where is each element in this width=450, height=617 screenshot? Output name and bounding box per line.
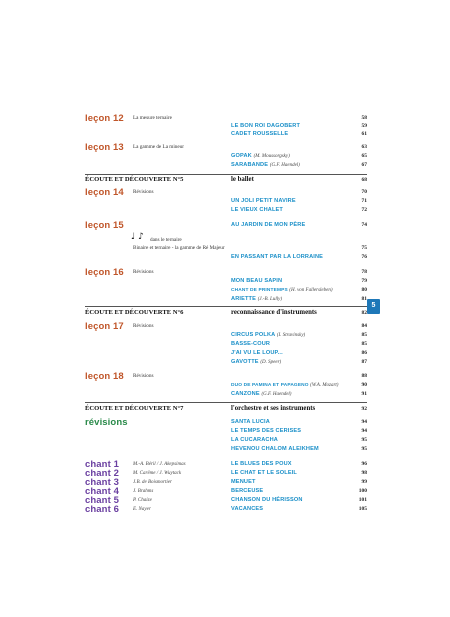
song-page: 76 (361, 254, 367, 260)
song-item[interactable]: GOPAK (M. Moussorgsky) (231, 153, 290, 159)
chant-6-author: E. Nayer (133, 507, 151, 512)
song-page: 85 (361, 332, 367, 338)
lesson-13-page: 63 (361, 144, 367, 150)
song-item[interactable]: LE BON ROI DAGOBERT (231, 123, 301, 129)
song-item[interactable]: J'AI VU LE LOUP... (231, 350, 283, 356)
lesson-17-label[interactable]: leçon 17 (85, 321, 124, 332)
section-5-title[interactable]: ÉCOUTE ET DÉCOUVERTE N°5 (85, 176, 184, 183)
chant-3-author: J.B. de Boismortier (133, 480, 172, 485)
section-7-page: 92 (361, 406, 367, 412)
song-page: 86 (361, 350, 367, 356)
song-item[interactable]: CIRCUS POLKA (I. Stravinsky) (231, 332, 306, 338)
section-divider (85, 174, 367, 175)
lesson-15-page: 74 (361, 222, 367, 228)
song-page: 100 (358, 488, 367, 494)
song-page: 94 (361, 428, 367, 434)
song-item[interactable]: MENUET (231, 479, 256, 485)
song-item[interactable]: CHANSON DU HÉRISSON (231, 497, 303, 503)
song-page: 71 (361, 198, 367, 204)
song-page: 95 (361, 446, 367, 452)
song-item[interactable]: LE TEMPS DES CERISES (231, 428, 302, 434)
song-item[interactable]: BASSE-COUR (231, 341, 271, 347)
chant-1-author: M.-A. Béril / J. Akepsimas (133, 462, 186, 467)
lesson-12-desc: La mesure ternaire (133, 115, 172, 121)
section-5-topic: le ballet (231, 176, 254, 183)
song-item[interactable]: CANZONE (G.F. Haendel) (231, 391, 292, 397)
lesson-16-page: 78 (361, 269, 367, 275)
lesson-15-desc2: Binaire et ternaire - la gamme de Ré Majeur (133, 245, 225, 251)
lesson-12-page: 58 (361, 115, 367, 121)
revisions-page: 94 (361, 419, 367, 425)
lesson-15-desc: dans le ternaire (150, 237, 182, 243)
lesson-15-label[interactable]: leçon 15 (85, 220, 124, 231)
song-item[interactable]: CADET ROUSSELLE (231, 131, 289, 137)
song-page: 96 (361, 461, 367, 467)
song-item[interactable]: GAVOTTE (D. Speer) (231, 359, 282, 365)
section-divider (85, 306, 367, 307)
lesson-17-desc: Révisions (133, 323, 154, 329)
song-page: 75 (361, 245, 367, 251)
song-page: 67 (361, 162, 367, 168)
section-6-page: 82 (361, 310, 367, 316)
song-item[interactable]: AU JARDIN DE MON PÈRE (231, 222, 306, 228)
chant-3-label[interactable]: chant 3 (85, 477, 119, 488)
song-item[interactable]: BERCEUSE (231, 488, 264, 494)
song-item[interactable]: VACANCES (231, 506, 264, 512)
song-page: 85 (361, 341, 367, 347)
song-page: 98 (361, 470, 367, 476)
lesson-14-label[interactable]: leçon 14 (85, 187, 124, 198)
lesson-14-desc: Révisions (133, 189, 154, 195)
lesson-17-page: 84 (361, 323, 367, 329)
song-item[interactable]: SARABANDE (G.F. Haendel) (231, 162, 300, 168)
revisions-label[interactable]: révisions (85, 417, 128, 428)
lesson-12-label[interactable]: leçon 12 (85, 113, 124, 124)
chant-6-label[interactable]: chant 6 (85, 504, 119, 515)
chant-5-label[interactable]: chant 5 (85, 495, 119, 506)
section-divider (85, 402, 367, 403)
song-page: 61 (361, 131, 367, 137)
song-item[interactable]: EN PASSANT PAR LA LORRAINE (231, 254, 324, 260)
section-7-title[interactable]: ÉCOUTE ET DÉCOUVERTE N°7 (85, 405, 184, 412)
song-page: 80 (361, 287, 367, 293)
music-notes-icon: ♩ ♪ (131, 232, 144, 242)
lesson-13-label[interactable]: leçon 13 (85, 142, 124, 153)
lesson-16-desc: Révisions (133, 269, 154, 275)
lesson-18-page: 88 (361, 373, 367, 379)
song-item[interactable]: ARIETTE (J.-B. Lully) (231, 296, 282, 302)
song-item[interactable]: CHANT DE PRINTEMPS (H. von Fallersleben) (231, 288, 333, 293)
chant-2-author: M. Carême / J. Wuytack (133, 471, 182, 476)
song-item[interactable]: DUO DE PAMINA ET PAPAGENO (W.A. Mozart) (231, 383, 339, 388)
song-item[interactable]: LE CHAT ET LE SOLEIL (231, 470, 297, 476)
page-number: 5 (371, 302, 376, 309)
song-page: 81 (361, 296, 367, 302)
song-item[interactable]: LE VIEUX CHALET (231, 207, 283, 213)
section-6-title[interactable]: ÉCOUTE ET DÉCOUVERTE N°6 (85, 309, 184, 316)
song-page: 90 (361, 382, 367, 388)
lesson-14-page: 70 (361, 189, 367, 195)
lesson-18-desc: Révisions (133, 373, 154, 379)
chant-4-author: J. Brahms (133, 489, 154, 494)
song-page: 79 (361, 278, 367, 284)
song-item[interactable]: SANTA LUCIA (231, 419, 270, 425)
chant-1-label[interactable]: chant 1 (85, 459, 119, 470)
song-item[interactable]: MON BEAU SAPIN (231, 278, 283, 284)
song-item[interactable]: UN JOLI PETIT NAVIRE (231, 198, 296, 204)
song-page: 101 (358, 497, 367, 503)
section-5-page: 68 (361, 177, 367, 183)
song-page: 87 (361, 359, 367, 365)
song-page: 99 (361, 479, 367, 485)
song-page: 65 (361, 153, 367, 159)
song-page: 91 (361, 391, 367, 397)
lesson-16-label[interactable]: leçon 16 (85, 267, 124, 278)
song-item[interactable]: LE BLUES DES POUX (231, 461, 292, 467)
song-page: 95 (361, 437, 367, 443)
chant-4-label[interactable]: chant 4 (85, 486, 119, 497)
lesson-18-label[interactable]: leçon 18 (85, 371, 124, 382)
chant-5-author: P. Chaize (133, 498, 152, 503)
song-page: 105 (358, 506, 367, 512)
song-item[interactable]: LA CUCARACHA (231, 437, 278, 443)
chant-2-label[interactable]: chant 2 (85, 468, 119, 479)
lesson-13-desc: La gamme de La mineur (133, 144, 184, 150)
song-page: 72 (361, 207, 367, 213)
song-item[interactable]: HEVENOU CHALOM ALEIKHEM (231, 446, 319, 452)
song-page: 59 (361, 123, 367, 129)
section-6-topic: reconnaissance d'instruments (231, 309, 317, 316)
section-7-topic: l'orchestre et ses instruments (231, 405, 316, 412)
